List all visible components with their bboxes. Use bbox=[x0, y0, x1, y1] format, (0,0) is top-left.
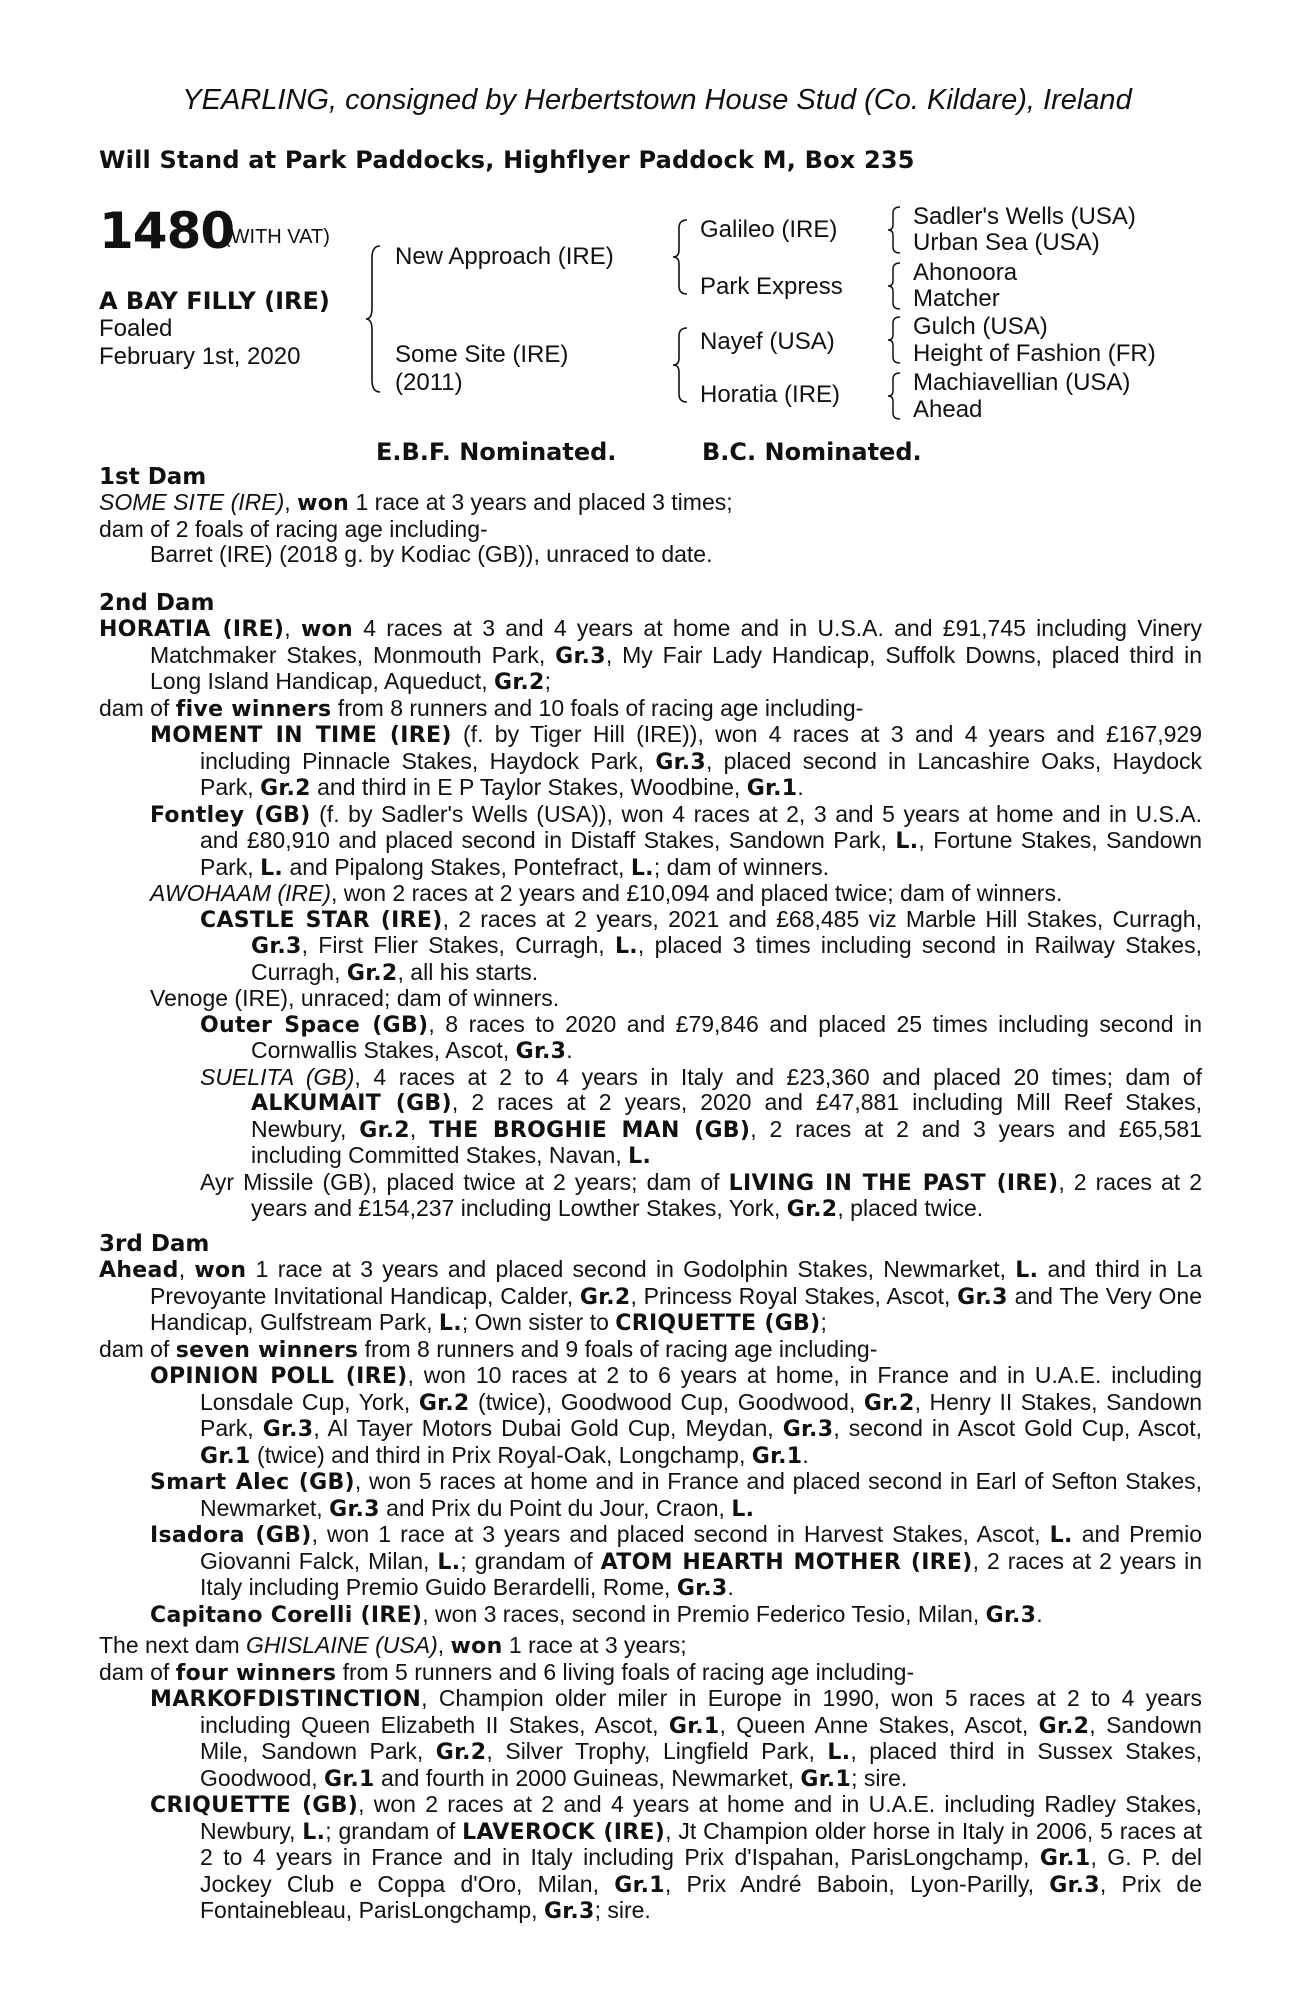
foaled-label: Foaled bbox=[99, 315, 173, 342]
text: won bbox=[450, 1634, 503, 1659]
next-dam-record bbox=[99, 1633, 1202, 1660]
progeny-entry bbox=[99, 1170, 1202, 1223]
progeny-entry bbox=[99, 1363, 1202, 1469]
text: Gr.1 bbox=[200, 1443, 251, 1469]
bc-nomination: B.C. Nominated. bbox=[702, 438, 922, 466]
text: CASTLE STAR (IRE) bbox=[200, 907, 443, 933]
text: L. bbox=[438, 1311, 462, 1336]
text: L. bbox=[827, 1740, 851, 1765]
text: and fourth in 2000 Guineas, Newmarket, bbox=[374, 1764, 801, 1791]
text: , bbox=[284, 489, 298, 515]
progeny-entry: Venoge (IRE), unraced; dam of winners. bbox=[150, 985, 560, 1011]
pedigree-brace-dam bbox=[671, 326, 691, 404]
text: , 2 races at 2 and 3 years and £65,581 including Committed Stakes, Navan, bbox=[251, 1115, 1202, 1168]
second-dam-foals bbox=[99, 696, 1202, 723]
third-dam-section bbox=[99, 1231, 1202, 1628]
first-dam-progeny: Barret (IRE) (2018 g. by Kodiac (GB)), unraced to date. bbox=[150, 541, 713, 567]
text: ; Own sister to bbox=[461, 1309, 616, 1335]
text: Gr.3 bbox=[782, 1417, 834, 1442]
text: from 5 runners and 6 living foals of racing age including- bbox=[336, 1658, 915, 1685]
pedigree-sire: New Approach (IRE) bbox=[395, 243, 614, 270]
text: , 8 races to 2020 and £79,846 and placed 25 times including second in Cornwallis Stakes, Ascot, bbox=[251, 1010, 1202, 1063]
text: from 8 runners and 10 foals of racing age including- bbox=[331, 694, 864, 721]
text: , bbox=[437, 1632, 451, 1658]
text: . bbox=[727, 1574, 734, 1600]
text: , 2 races at 2 years, 2020 and £47,881 including Mill Reef Stakes, Newbury, bbox=[251, 1089, 1202, 1142]
text: GHISLAINE (USA) bbox=[246, 1632, 438, 1658]
text: , second in Ascot Gold Cup, Ascot, bbox=[833, 1415, 1202, 1441]
text: L. bbox=[630, 855, 654, 881]
progeny-entry bbox=[99, 1522, 1202, 1602]
text: , Princess Royal Stakes, Ascot, bbox=[630, 1282, 958, 1309]
first-dam-line bbox=[99, 490, 1202, 517]
text: LIVING IN THE PAST (IRE) bbox=[728, 1170, 1059, 1196]
text: Gr.2 bbox=[346, 960, 398, 986]
text: , bbox=[409, 1115, 430, 1142]
text: Ayr Missile (GB), placed twice at 2 years; dam of bbox=[200, 1168, 729, 1195]
text: Gr.2 bbox=[863, 1390, 915, 1416]
text: , Sandown Mile, Sandown Park, bbox=[200, 1711, 1202, 1764]
text: , My Fair Lady Handicap, Suffolk Downs, placed third in Long Island Handicap, Aqueduct, bbox=[150, 641, 1202, 694]
text: Gr.3 bbox=[262, 1417, 314, 1442]
text: 4 races at 3 and 4 years at home and in U.S.A. and £91,745 including Vinery Matchmaker Stakes, Monmouth Park, bbox=[150, 615, 1202, 668]
pedigree-g3-dss: Gulch (USA) bbox=[913, 313, 1048, 340]
text: Gr.2 bbox=[435, 1740, 487, 1765]
third-dam-record bbox=[99, 1257, 1202, 1337]
pedigree-brace-sire bbox=[671, 218, 691, 296]
progeny-entry bbox=[99, 1012, 1202, 1065]
text: dam of bbox=[99, 1335, 176, 1362]
next-dam-foals bbox=[99, 1660, 1202, 1687]
text: L. bbox=[260, 855, 284, 881]
progeny-entry bbox=[99, 1686, 1202, 1792]
text: Gr.3 bbox=[543, 1899, 595, 1924]
text: dam of bbox=[99, 694, 176, 721]
text: AWOHAAM (IRE) bbox=[150, 880, 332, 906]
text: Gr.2 bbox=[786, 1197, 838, 1222]
text: L. bbox=[302, 1819, 326, 1845]
text: LAVEROCK (IRE) bbox=[462, 1819, 666, 1845]
foaled-date: February 1st, 2020 bbox=[99, 343, 301, 370]
text: Gr.1 bbox=[614, 1872, 665, 1898]
lot-name: A BAY FILLY (IRE) bbox=[99, 287, 330, 315]
text: , Prix de Fontainebleau, ParisLongchamp, bbox=[200, 1870, 1202, 1923]
text: L. bbox=[1015, 1258, 1039, 1283]
foaled-info bbox=[99, 315, 300, 371]
text: Gr.3 bbox=[329, 1496, 380, 1522]
text: Gr.1 bbox=[1039, 1846, 1091, 1871]
next-dam-section bbox=[99, 1633, 1202, 1925]
text: ; grandam of bbox=[460, 1547, 601, 1574]
text: , 2 races at 2 years in Italy including Premio Guido Berardelli, Rome, bbox=[200, 1547, 1202, 1600]
text: , Henry II Stakes, Sandown Park, bbox=[200, 1388, 1202, 1441]
pedigree-sire-sire: Galileo (IRE) bbox=[700, 216, 838, 243]
text: , Al Tayer Motors Dubai Gold Cup, Meydan, bbox=[313, 1415, 783, 1441]
second-dam-section bbox=[99, 590, 1202, 1223]
text: Gr.2 bbox=[260, 776, 311, 801]
pedigree-brace-g3-3 bbox=[886, 315, 904, 365]
text: dam of bbox=[99, 1658, 176, 1685]
text: 1 race at 3 years and placed 3 times; bbox=[349, 489, 733, 515]
text: , bbox=[284, 615, 301, 641]
text: Gr.2 bbox=[359, 1117, 410, 1143]
text: , placed third in Sussex Stakes, Goodwood, bbox=[200, 1738, 1203, 1791]
text: won bbox=[300, 617, 353, 642]
text: ATOM HEARTH MOTHER (IRE) bbox=[600, 1549, 973, 1575]
text: , bbox=[178, 1256, 195, 1282]
text: , 4 races at 2 to 4 years in Italy and £23,360 and placed 20 times; dam of bbox=[354, 1063, 1202, 1090]
text: OPINION POLL (IRE) bbox=[150, 1364, 408, 1389]
text: , won 3 races, second in Premio Federico Tesio, Milan, bbox=[422, 1600, 986, 1627]
text: CRIQUETTE (GB) bbox=[615, 1311, 821, 1336]
text: CRIQUETTE (GB) bbox=[150, 1793, 359, 1818]
second-dam-record bbox=[99, 616, 1202, 696]
text: L. bbox=[628, 1144, 652, 1169]
stand-location: Will Stand at Park Paddocks, Highflyer Paddock M, Box 235 bbox=[99, 146, 915, 174]
text: Gr.3 bbox=[676, 1576, 728, 1601]
text: , won 2 races at 2 and 4 years at home and in U.A.E. including Radley Stakes, Newbury, bbox=[200, 1791, 1202, 1844]
first-dam-heading: 1st Dam bbox=[99, 464, 207, 490]
first-dam-name: SOME SITE (IRE) bbox=[99, 489, 285, 515]
text: L. bbox=[614, 934, 638, 959]
text: , 2 races at 2 years, 2021 and £68,485 viz Marble Hill Stakes, Curragh, bbox=[442, 905, 1202, 932]
ebf-nomination: E.B.F. Nominated. bbox=[376, 438, 617, 466]
text: from 8 runners and 9 foals of racing age including- bbox=[358, 1335, 878, 1362]
third-dam-heading: 3rd Dam bbox=[99, 1231, 210, 1257]
text: , Queen Anne Stakes, Ascot, bbox=[719, 1711, 1039, 1738]
text: L. bbox=[731, 1496, 755, 1522]
pedigree-dam-dam: Horatia (IRE) bbox=[700, 381, 841, 408]
text: , all his starts. bbox=[397, 958, 539, 985]
text: , placed twice. bbox=[837, 1195, 984, 1221]
text: , Prix André Baboin, Lyon-Parilly, bbox=[664, 1870, 1050, 1897]
text: Capitano Corelli (IRE) bbox=[150, 1602, 423, 1628]
text: 1 race at 3 years; bbox=[502, 1632, 687, 1658]
text: HORATIA (IRE) bbox=[99, 617, 285, 642]
text: and third in La Prevoyante Invitational Handicap, Calder, bbox=[150, 1256, 1202, 1309]
text: won bbox=[297, 491, 350, 516]
text: Gr.2 bbox=[493, 670, 545, 695]
pedigree-dam-year: (2011) bbox=[395, 369, 463, 396]
text: and Premio Giovanni Falck, Milan, bbox=[200, 1521, 1202, 1574]
text: Gr.1 bbox=[746, 776, 798, 801]
text: ; grandam of bbox=[325, 1817, 463, 1844]
text: Gr.1 bbox=[668, 1713, 720, 1739]
text: THE BROGHIE MAN (GB) bbox=[429, 1117, 751, 1143]
text: Smart Alec (GB) bbox=[150, 1470, 355, 1495]
text: four winners bbox=[175, 1660, 337, 1686]
text: , won 2 races at 2 years and £10,094 and placed twice; dam of winners. bbox=[331, 880, 1063, 906]
text: ALKUMAIT (GB) bbox=[251, 1091, 452, 1116]
text: The next dam bbox=[99, 1632, 247, 1658]
text: (twice), Goodwood Cup, Goodwood, bbox=[469, 1388, 864, 1415]
text: ; sire. bbox=[594, 1897, 651, 1923]
progeny-entry bbox=[99, 1065, 1202, 1170]
pedigree-brace-g3-4 bbox=[886, 371, 904, 421]
text: MARKOFDISTINCTION bbox=[150, 1687, 422, 1712]
text: Gr.2 bbox=[418, 1390, 470, 1416]
progeny-entry bbox=[99, 1469, 1202, 1522]
text: Gr.2 bbox=[579, 1284, 631, 1310]
text: . bbox=[802, 1441, 809, 1468]
text: , Champion older miler in Europe in 1990, won 5 races at 2 to 4 years including Queen Elizabeth II Stakes, Ascot, bbox=[200, 1685, 1202, 1738]
text: , placed second in Lancashire Oaks, Haydock Park, bbox=[200, 747, 1202, 800]
text: , Fortune Stakes, Sandown Park, bbox=[200, 827, 1202, 880]
text: L. bbox=[437, 1549, 461, 1575]
lot-number: 1480 bbox=[99, 202, 235, 260]
text: Gr.3 bbox=[555, 643, 606, 669]
text: , won 5 races at home and in France and placed second in Earl of Sefton Stakes, Newmarket, bbox=[200, 1468, 1203, 1521]
pedigree-brace-g3-1 bbox=[886, 205, 904, 255]
text: ; dam of winners. bbox=[653, 853, 829, 880]
vat-note: (WITH VAT) bbox=[224, 226, 330, 248]
pedigree-brace-main bbox=[364, 244, 384, 394]
text: (f. by Tiger Hill (IRE)), won 4 races at 3 and 4 years and £167,929 including Pinnacle Stakes, Haydock Park, bbox=[200, 721, 1203, 774]
progeny-entry bbox=[99, 1602, 1202, 1629]
text: Fontley (GB) bbox=[150, 802, 311, 828]
pedigree-g3-sds: Ahonoora bbox=[913, 259, 1018, 286]
text: Gr.3 bbox=[957, 1284, 1008, 1310]
pedigree-sire-dam: Park Express bbox=[700, 273, 843, 300]
text: Ahead bbox=[99, 1258, 179, 1283]
pedigree-g3-sss: Sadler's Wells (USA) bbox=[913, 203, 1136, 230]
progeny-entry bbox=[99, 907, 1202, 987]
text: (twice) and third in Prix Royal-Oak, Longchamp, bbox=[250, 1441, 752, 1468]
text: , 2 races at 2 years and £154,237 including Lowther Stakes, York, bbox=[251, 1168, 1202, 1221]
text: Gr.3 bbox=[1049, 1872, 1100, 1898]
text: , Jt Champion older horse in Italy in 2006, 5 races at 2 to 4 years in France and in Italy including Prix d'Ispahan, ParisLongchamp, bbox=[200, 1817, 1202, 1870]
text: , Silver Trophy, Lingfield Park, bbox=[486, 1738, 828, 1764]
text: MOMENT IN TIME (IRE) bbox=[150, 723, 452, 748]
progeny-entry bbox=[99, 881, 1202, 907]
pedigree-g3-ddd: Ahead bbox=[913, 396, 983, 423]
first-dam-section bbox=[99, 464, 1202, 568]
text: seven winners bbox=[175, 1337, 359, 1363]
second-dam-heading: 2nd Dam bbox=[99, 590, 215, 616]
text: Gr.3 bbox=[655, 749, 706, 775]
progeny-entry bbox=[99, 1792, 1202, 1925]
text: ; bbox=[820, 1309, 827, 1335]
pedigree-g3-dsd: Height of Fashion (FR) bbox=[913, 340, 1156, 367]
first-dam-foals: dam of 2 foals of racing age including- bbox=[99, 515, 488, 542]
text: and third in E P Taylor Stakes, Woodbine, bbox=[310, 774, 747, 800]
text: L. bbox=[1049, 1523, 1073, 1548]
pedigree-dam-sire: Nayef (USA) bbox=[700, 328, 835, 355]
pedigree-dam-name: Some Site (IRE) bbox=[395, 341, 569, 368]
progeny-entry bbox=[99, 802, 1202, 882]
text: Outer Space (GB) bbox=[200, 1012, 429, 1038]
pedigree-brace-g3-2 bbox=[886, 261, 904, 311]
text: 1 race at 3 years and placed second in Godolphin Stakes, Newmarket, bbox=[246, 1256, 1016, 1282]
text: Isadora (GB) bbox=[150, 1523, 312, 1548]
pedigree-g3-sdd: Matcher bbox=[913, 285, 1000, 312]
text: SUELITA (GB) bbox=[200, 1063, 355, 1090]
text: , won 10 races at 2 to 6 years at home, in France and in U.A.E. including Lonsdale Cup, York, bbox=[200, 1362, 1202, 1415]
pedigree-dam bbox=[395, 341, 568, 397]
text: . bbox=[566, 1037, 573, 1063]
text: won bbox=[194, 1258, 247, 1283]
text: Gr.1 bbox=[800, 1766, 852, 1792]
text: Gr.3 bbox=[515, 1039, 567, 1064]
text: Gr.2 bbox=[1038, 1713, 1090, 1739]
text: ; sire. bbox=[851, 1764, 908, 1791]
text: L. bbox=[895, 829, 919, 854]
text: ; bbox=[544, 668, 552, 694]
text: five winners bbox=[175, 696, 332, 722]
text: Gr.3 bbox=[251, 934, 302, 959]
text: Gr.3 bbox=[985, 1602, 1037, 1628]
text: Gr.1 bbox=[324, 1766, 375, 1792]
text: and Prix du Point du Jour, Craon, bbox=[379, 1494, 732, 1521]
pedigree-g3-dds: Machiavellian (USA) bbox=[913, 369, 1131, 396]
text: , won 1 race at 3 years and placed second in Harvest Stakes, Ascot, bbox=[311, 1521, 1050, 1547]
text: , G. P. del Jockey Club e Coppa d'Oro, Milan, bbox=[200, 1844, 1202, 1897]
text: , placed 3 times including second in Railway Stakes, Curragh, bbox=[251, 932, 1202, 985]
text: Gr.1 bbox=[751, 1443, 803, 1469]
progeny-entry bbox=[99, 722, 1202, 802]
text: , First Flier Stakes, Curragh, bbox=[301, 932, 615, 958]
text: and Pipalong Stakes, Pontefract, bbox=[283, 853, 631, 880]
text: . bbox=[797, 774, 804, 800]
consignment-line: YEARLING, consigned by Herbertstown House Stud (Co. Kildare), Ireland bbox=[182, 84, 1132, 116]
text: (f. by Sadler's Wells (USA)), won 4 races at 2, 3 and 5 years at home and in U.S.A. and £80,910 and placed second in Distaff Stakes, Sandown Park, bbox=[200, 800, 1202, 853]
pedigree-g3-ssd: Urban Sea (USA) bbox=[913, 229, 1100, 256]
third-dam-foals bbox=[99, 1337, 1202, 1364]
text: and The Very One Handicap, Gulfstream Park, bbox=[150, 1282, 1203, 1335]
text: . bbox=[1036, 1600, 1043, 1627]
